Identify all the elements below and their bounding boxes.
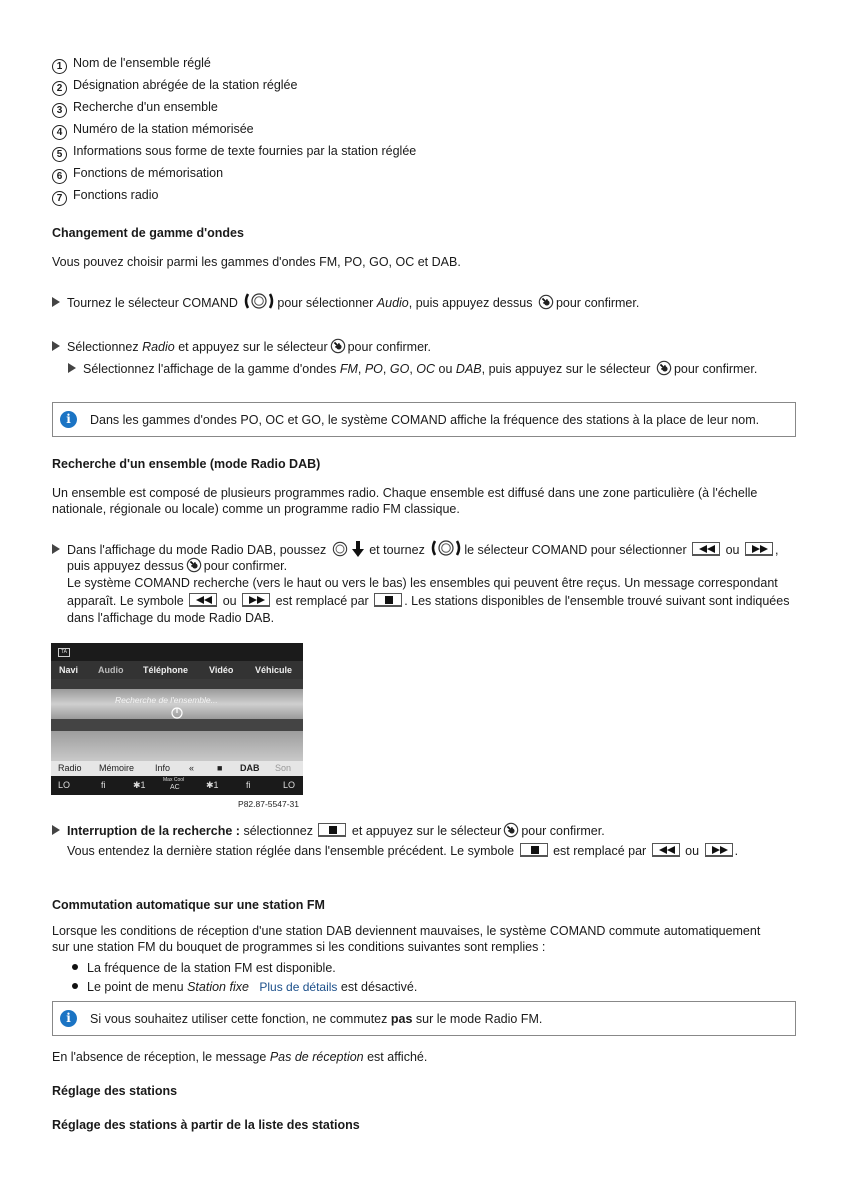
menu-video: Vidéo (209, 665, 234, 675)
ensemble-result-line3: dans l'affichage du mode Radio DAB. (67, 611, 275, 625)
callout-number: 3 (52, 103, 67, 118)
step-interrupt-search: Interruption de la recherche : sélectionnez et appuyez sur le sélecteur pour confirmer. (52, 822, 605, 839)
fn-sound: Son (275, 763, 292, 773)
push-down-arrow-icon (352, 541, 364, 557)
legend-item (52, 187, 158, 206)
callout-number: 4 (52, 125, 67, 140)
step-arrow-icon (52, 544, 60, 554)
info-note-frequency (52, 402, 796, 437)
fn-dab: DAB (240, 763, 260, 773)
no-reception-note: En l'absence de réception, le message Pas de réception est affiché. (52, 1050, 428, 1064)
step-arrow-icon (52, 341, 60, 351)
legend-item (52, 55, 211, 74)
interrupt-result: Vous entendez la dernière station réglée dans l'ensemble précédent. Le symbole est remplacé par ou . (67, 844, 739, 858)
legend-text: Numéro de la station mémorisée (73, 122, 254, 136)
condition-item: La fréquence de la station FM est disponible. (72, 960, 336, 976)
image-reference: P82.87-5547-31 (238, 799, 299, 809)
section-heading-ensemble-search: Recherche d'un ensemble (mode Radio DAB) (52, 457, 321, 471)
comand-screen-image (51, 643, 303, 811)
more-details-link[interactable]: Plus de détails (259, 980, 338, 994)
callout-number: 1 (52, 59, 67, 74)
step-ensemble-search: Dans l'affichage du mode Radio DAB, poussez et tournez le sélecteur COMAND pour sélectionner ou , (52, 539, 778, 558)
fn-memory: Mémoire (99, 763, 135, 773)
rotate-controller-icon (430, 539, 462, 557)
legend-item (52, 77, 297, 96)
fn-stop: ■ (217, 763, 223, 773)
press-controller-icon (656, 360, 672, 376)
ta-badge: TA (58, 648, 70, 657)
fast-forward-button-icon (242, 593, 270, 607)
screen-function-bar (51, 761, 303, 776)
screen-search-message: Recherche de l'ensemble... (115, 695, 218, 705)
info-text: Dans les gammes d'ondes PO, OC et GO, le système COMAND affiche la fréquence des stations à la place de leur nom. (90, 413, 760, 427)
fast-forward-button-icon (705, 843, 733, 857)
info-text: Si vous souhaitez utiliser cette fonction, ne commutez pas sur le mode Radio FM. (90, 1012, 543, 1026)
legend-item (52, 143, 416, 162)
menu-audio: Audio (98, 665, 124, 675)
stop-button-icon (374, 593, 402, 607)
section-heading-station-list: Réglage des stations à partir de la liste des stations (52, 1118, 360, 1132)
auto-fm-intro-line2: sur une station FM du bouquet de programmes si les conditions suivantes sont remplies : (52, 940, 546, 954)
auto-fm-intro-line1: Lorsque les conditions de réception d'une station DAB deviennent mauvaises, le système COMAND commute automatiquement (52, 924, 761, 938)
menu-telephone: Téléphone (143, 665, 189, 675)
info-icon: i (60, 411, 77, 428)
rotate-controller-icon (243, 292, 275, 310)
rewind-button-icon (652, 843, 680, 857)
ensemble-result-line2: apparaît. Le symbole ou est remplacé par . Les stations disponibles de l'ensemble trouvé suivant sont indiquées (67, 594, 790, 608)
press-controller-icon (503, 822, 519, 838)
bullet-icon (72, 983, 78, 989)
fn-rewind: « (189, 763, 195, 773)
step-ensemble-confirm: puis appuyez dessus pour confirmer. (67, 559, 288, 573)
bullet-icon (72, 964, 78, 970)
rewind-button-icon (692, 542, 720, 556)
rewind-button-icon (189, 593, 217, 607)
step-arrow-icon (52, 825, 60, 835)
press-controller-icon (538, 294, 554, 310)
fn-info: Info (155, 763, 171, 773)
stop-button-icon (318, 823, 346, 837)
legend-text: Désignation abrégée de la station réglée (73, 78, 298, 92)
press-controller-icon (330, 338, 346, 354)
callout-number: 5 (52, 147, 67, 162)
info-note-fm-mode (52, 1001, 796, 1036)
legend-text: Recherche d'un ensemble (73, 100, 218, 114)
fast-forward-button-icon (745, 542, 773, 556)
step-select-radio: Sélectionnez Radio et appuyez sur le sélecteur pour confirmer. (52, 338, 431, 355)
ensemble-intro-line1: Un ensemble est composé de plusieurs programmes radio. Chaque ensemble est diffusé dans une zone particulière (à l'échelle (52, 486, 758, 500)
waveband-intro: Vous pouvez choisir parmi les gammes d'ondes FM, PO, GO, OC et DAB. (52, 255, 461, 269)
legend-item (52, 165, 223, 184)
screen-main-menu (51, 661, 303, 679)
condition-item: Le point de menu Station fixe Plus de détails est désactivé. (72, 979, 417, 995)
step-select-audio: Tournez le sélecteur COMAND pour sélectionner Audio, puis appuyez dessus pour confirmer. (52, 292, 639, 311)
ensemble-intro-line2: nationale, régionale ou locale) comme un programme radio FM classique. (52, 502, 460, 516)
stop-button-icon (520, 843, 548, 857)
legend-text: Informations sous forme de texte fournies par la station réglée (73, 144, 417, 158)
seat-heat-icon: ﬁ (246, 780, 251, 790)
legend-text: Nom de l'ensemble réglé (73, 56, 211, 70)
legend-item (52, 121, 254, 140)
fan-icon: ✱1 (133, 780, 146, 790)
substep-select-waveband: Sélectionnez l'affichage de la gamme d'ondes FM, PO, GO, OC ou DAB, puis appuyez sur le sélecteur pour confirmer. (68, 360, 757, 377)
legend-text: Fonctions de mémorisation (73, 166, 224, 180)
ensemble-result-line1: Le système COMAND recherche (vers le haut ou vers le bas) les ensembles qui peuvent être reçus. Un message correspondant (67, 576, 778, 590)
spinner-icon (170, 707, 184, 719)
step-arrow-icon (52, 297, 60, 307)
controller-icon (332, 541, 348, 557)
screen-climate-bar: LO ﬁ ✱1 Max Cool AC ✱1 ﬁ LO (51, 776, 303, 795)
step-arrow-icon (68, 363, 76, 373)
callout-number: 7 (52, 191, 67, 206)
press-controller-icon (186, 557, 202, 573)
legend-text: Fonctions radio (73, 188, 159, 202)
callout-number: 6 (52, 169, 67, 184)
fn-radio: Radio (58, 763, 82, 773)
section-heading-station-tuning: Réglage des stations (52, 1084, 178, 1098)
menu-navi: Navi (59, 665, 79, 675)
seat-heat-icon: ﬁ (101, 780, 106, 790)
info-icon: i (60, 1010, 77, 1027)
legend-item (52, 99, 218, 118)
fan-icon: ✱1 (206, 780, 219, 790)
menu-vehicle: Véhicule (255, 665, 293, 675)
section-heading-waveband: Changement de gamme d'ondes (52, 226, 244, 240)
callout-number: 2 (52, 81, 67, 96)
section-heading-auto-fm: Commutation automatique sur une station FM (52, 898, 325, 912)
